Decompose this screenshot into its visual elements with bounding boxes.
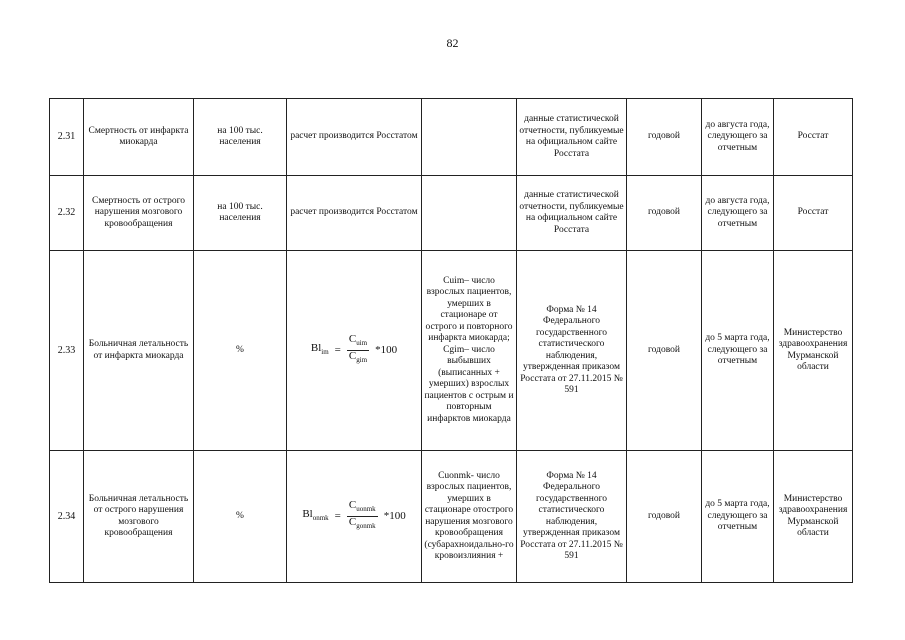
formula-multiplier: *100 <box>375 343 398 356</box>
formula-lhs: $Bl_{im}$ <box>310 341 329 356</box>
formula-fraction <box>347 334 369 366</box>
formula-equals: = <box>334 509 341 522</box>
deadline-cell: до 5 марта года, следующего за отчетным <box>702 251 774 451</box>
responsible-cell: Росстат <box>774 176 853 251</box>
indicator-name: Смертность от острого нарушения мозгового кровообращения <box>84 176 194 251</box>
deadline-cell: до 5 марта года, следующего за отчетным <box>702 451 774 583</box>
row-number: 2.34 <box>50 451 84 583</box>
table-row <box>50 451 853 583</box>
unit-cell: % <box>194 251 287 451</box>
indicators-table <box>49 98 853 583</box>
formula-denominator: $C_{gim}$ <box>348 350 368 365</box>
unit-cell: на 100 тыс. населения <box>194 176 287 251</box>
periodicity-cell: годовой <box>627 176 702 251</box>
formula-multiplier: *100 <box>383 509 406 522</box>
periodicity-cell: годовой <box>627 251 702 451</box>
deadline-cell: до августа года, следующего за отчетным <box>702 99 774 176</box>
formula-cell <box>287 251 422 451</box>
source-cell: данные статистической отчетности, публикуемые на официальном сайте Росстата <box>517 99 627 176</box>
source-cell: данные статистической отчетности, публикуемые на официальном сайте Росстата <box>517 176 627 251</box>
table-row <box>50 99 853 176</box>
source-cell: Форма № 14 Федерального государственного статистического наблюдения, утвержденная приказом Росстата от 27.11.2015 № 591 <box>517 451 627 583</box>
responsible-cell: Министерство здравоохранения Мурманской области <box>774 451 853 583</box>
formula-fraction <box>347 500 378 532</box>
indicator-name: Больничная летальность от острого нарушения мозгового кровообращения <box>84 451 194 583</box>
source-cell: Форма № 14 Федерального государственного статистического наблюдения, утвержденная приказом Росстата от 27.11.2015 № 591 <box>517 251 627 451</box>
components-cell: Cuonmk- число взрослых пациентов, умерших в стационаре отострого нарушения мозгового кровообращения (субарахноидально-го кровоизлияния + <box>422 451 517 583</box>
components-cell: Cuim– число взрослых пациентов, умерших в стационаре от острого и повторного инфаркта миокарда; Cgim– число выбывших (выписанных + умерших) взрослых пациентов с острым и повторным инфарктов миокарда <box>422 251 517 451</box>
table-row <box>50 176 853 251</box>
periodicity-cell: годовой <box>627 99 702 176</box>
periodicity-cell: годовой <box>627 451 702 583</box>
formula-denominator: $C_{gonmk}$ <box>348 516 376 531</box>
mortality-formula <box>311 334 397 366</box>
formula-cell <box>287 451 422 583</box>
unit-cell: % <box>194 451 287 583</box>
formula-numerator: $C_{uim}$ <box>347 334 369 351</box>
indicator-name: Больничная летальность от инфаркта миокарда <box>84 251 194 451</box>
formula-lhs: $Bl_{onmk}$ <box>302 507 329 522</box>
row-number: 2.33 <box>50 251 84 451</box>
method-cell: расчет производится Росстатом <box>287 176 422 251</box>
method-cell: расчет производится Росстатом <box>287 99 422 176</box>
formula-numerator: $C_{uonmk}$ <box>347 500 378 517</box>
responsible-cell: Министерство здравоохранения Мурманской области <box>774 251 853 451</box>
formula-equals: = <box>334 343 341 356</box>
components-cell <box>422 176 517 251</box>
row-number: 2.32 <box>50 176 84 251</box>
mortality-formula <box>302 500 405 532</box>
row-number: 2.31 <box>50 99 84 176</box>
deadline-cell: до августа года, следующего за отчетным <box>702 176 774 251</box>
responsible-cell: Росстат <box>774 99 853 176</box>
unit-cell: на 100 тыс. населения <box>194 99 287 176</box>
page-number: 82 <box>446 36 459 50</box>
table-row <box>50 251 853 451</box>
indicator-name: Смертность от инфаркта миокарда <box>84 99 194 176</box>
components-cell <box>422 99 517 176</box>
